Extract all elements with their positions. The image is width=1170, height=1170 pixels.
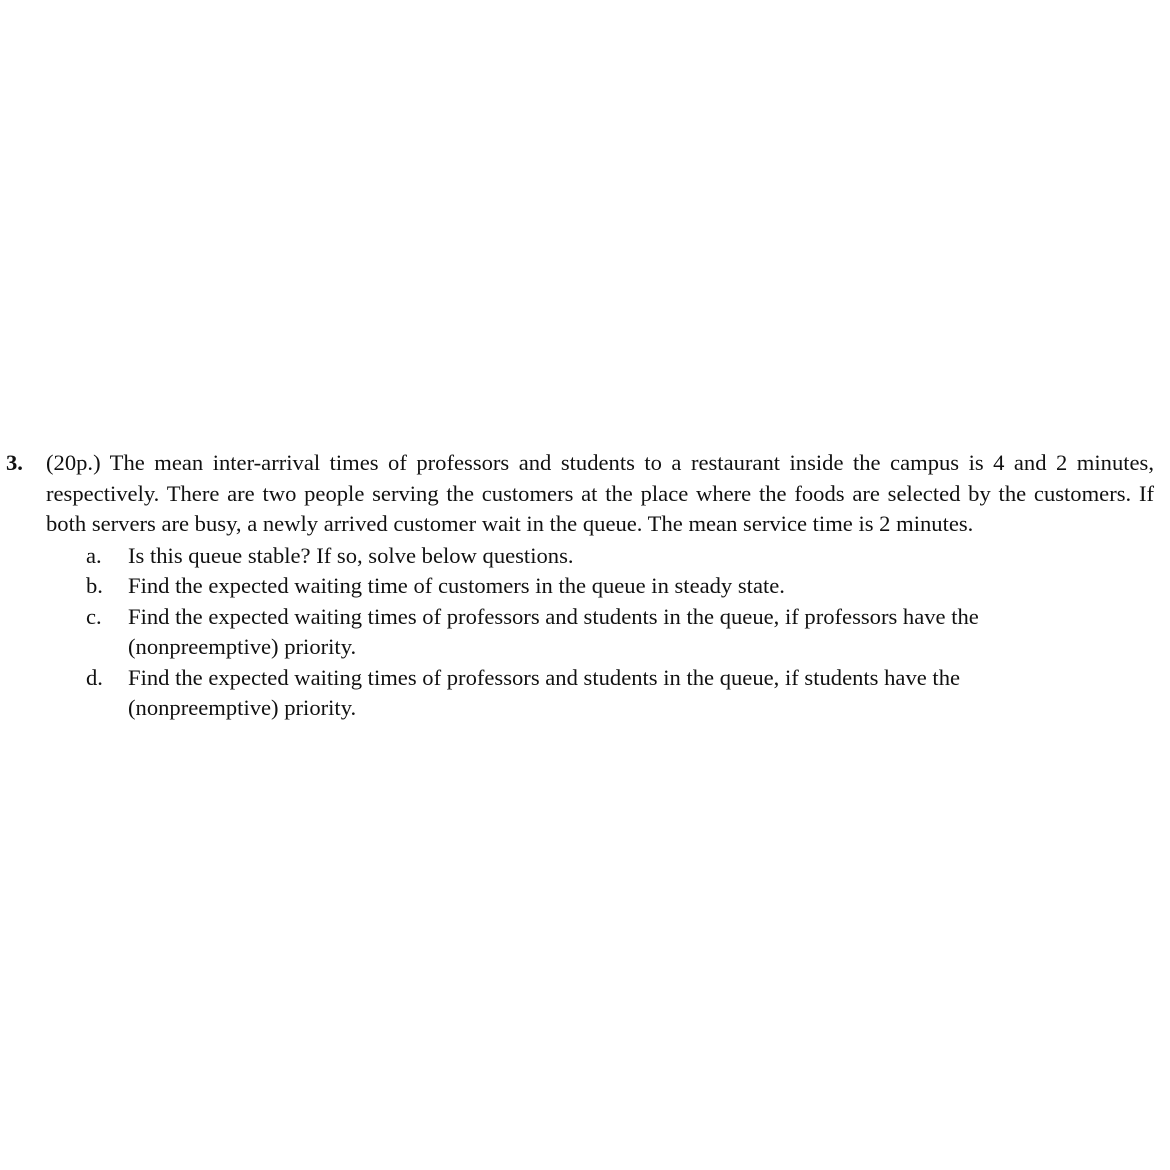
sub-question-letter: c. xyxy=(86,603,102,629)
problem-stem-text: (20p.) The mean inter-arrival times of professors and students to a restaurant inside the campus is 4 and 2 minutes, respectively. There are two people serving the customers at the place where the foods are selected by the customers. If both servers are busy, a newly arrived customer wait in the queue. The mean service time is 2 minutes. xyxy=(46,450,1154,536)
sub-question-d xyxy=(6,663,1088,724)
sub-question-c xyxy=(6,602,1088,663)
problem-3 xyxy=(6,448,1154,724)
sub-question-letter: a. xyxy=(86,542,102,568)
sub-question-text: Find the expected waiting times of professors and students in the queue, if professors have the (nonpreemptive) priority. xyxy=(128,603,979,659)
sub-question-b xyxy=(6,571,1088,602)
sub-question-a xyxy=(6,541,1088,572)
sub-question-text: Find the expected waiting time of customers in the queue in steady state. xyxy=(128,573,785,598)
sub-question-text: Is this queue stable? If so, solve below questions. xyxy=(128,542,574,568)
sub-question-letter: b. xyxy=(86,573,103,598)
sub-question-text: Find the expected waiting times of professors and students in the queue, if students have the (nonpreemptive) priority. xyxy=(128,664,961,720)
problem-stem xyxy=(6,448,1154,540)
sub-question-letter: d. xyxy=(86,664,103,690)
problem-number: 3. xyxy=(6,450,23,475)
sub-question-list xyxy=(6,541,1154,724)
